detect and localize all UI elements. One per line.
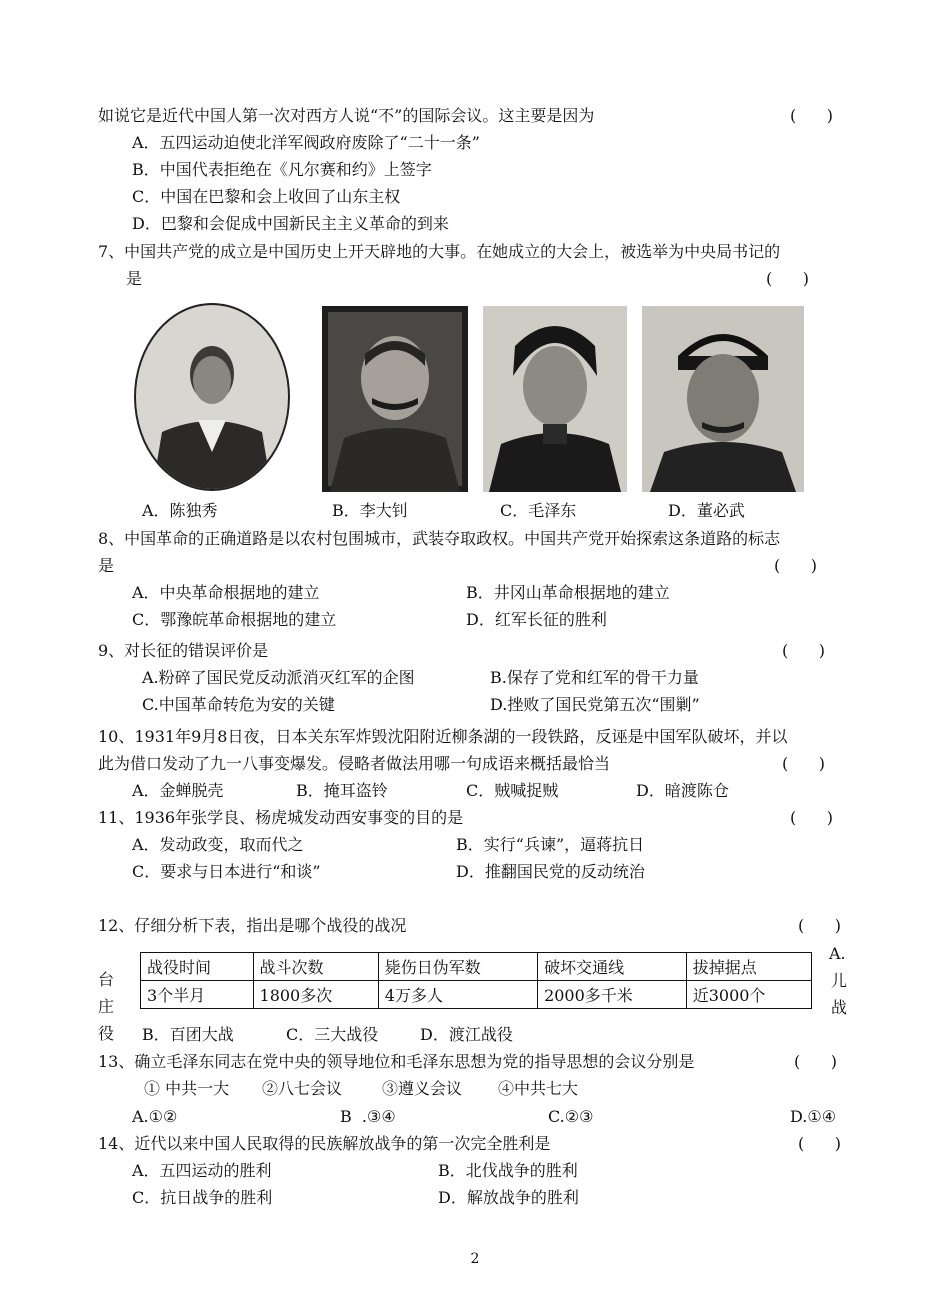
- q11-option-a: A．发动政变，取而代之: [132, 835, 304, 854]
- table-cell: 3个半月: [141, 981, 254, 1009]
- table-cell: 近3000个: [686, 981, 811, 1009]
- table-header-cell: 毙伤日伪军数: [378, 953, 537, 981]
- q12-option-d: D．渡江战役: [420, 1025, 513, 1044]
- q13-item-2: ②八七会议: [262, 1079, 343, 1098]
- q10-answer-paren: ( ): [782, 754, 825, 773]
- q9-answer-paren: ( ): [782, 641, 825, 660]
- q10-option-d: D．暗渡陈仓: [636, 781, 729, 800]
- q7-option-a: A．陈独秀: [142, 501, 218, 520]
- q9-stem: 9、对长征的错误评价是: [98, 641, 269, 660]
- q14-option-d: D．解放战争的胜利: [438, 1188, 579, 1207]
- q13-item-3: ③遵义会议: [382, 1079, 463, 1098]
- q12-side-text-2: 庄: [98, 997, 115, 1016]
- q11-option-d: D．推翻国民党的反动统治: [456, 862, 645, 881]
- q8-option-a: A．中央革命根据地的建立: [132, 583, 320, 602]
- table-header-cell: 破坏交通线: [538, 953, 687, 981]
- q12-option-a-part2: 儿: [831, 971, 848, 990]
- q7-option-d: D．董必武: [668, 501, 745, 520]
- q12-option-a-part3: 战: [831, 998, 848, 1017]
- q10-stem-line1: 10、1931年9月8日夜，日本关东军炸毁沈阳附近柳条湖的一段铁路，反诬是中国军队破坏，并以: [98, 727, 788, 746]
- q7-option-c: C．毛泽东: [500, 501, 577, 520]
- q14-stem: 14、近代以来中国人民取得的民族解放战争的第一次完全胜利是: [98, 1134, 551, 1153]
- q7-option-b: B．李大钊: [332, 501, 408, 520]
- q12-side-text-3: 役: [98, 1024, 115, 1043]
- q9-option-a: A.粉碎了国民党反动派消灭红军的企图: [142, 668, 415, 687]
- portrait-chen-duxiu: [132, 302, 292, 492]
- q13-item-1: ① 中共一大: [144, 1079, 230, 1098]
- q6-option-d: D．巴黎和会促成中国新民主主义革命的到来: [132, 214, 449, 233]
- battle-stats-table: [140, 952, 812, 1009]
- q6-option-a: A．五四运动迫使北洋军阀政府废除了“二十一条”: [132, 133, 480, 152]
- q7-stem-line1: 7、中国共产党的成立是中国历史上开天辟地的大事。在她成立的大会上，被选举为中央局书记的: [98, 242, 781, 261]
- table-header-cell: 战斗次数: [253, 953, 378, 981]
- q13-option-d: D.①④: [790, 1107, 837, 1126]
- q14-answer-paren: ( ): [798, 1134, 841, 1153]
- q13-option-b: B .③④: [340, 1107, 396, 1126]
- table-header-cell: 拔掉据点: [686, 953, 811, 981]
- q6-option-c: C．中国在巴黎和会上收回了山东主权: [132, 187, 401, 206]
- q8-option-c: C．鄂豫皖革命根据地的建立: [132, 610, 337, 629]
- table-cell: 1800多次: [253, 981, 378, 1009]
- q8-option-b: B．井冈山革命根据地的建立: [466, 583, 670, 602]
- q11-stem: 11、1936年张学良、杨虎城发动西安事变的目的是: [98, 808, 464, 827]
- table-cell: 2000多千米: [538, 981, 687, 1009]
- q13-option-a: A.①②: [132, 1107, 178, 1126]
- q6-answer-paren: ( ): [790, 106, 833, 125]
- q12-side-text-1: 台: [98, 970, 115, 989]
- q6-option-b: B．中国代表拒绝在《凡尔赛和约》上签字: [132, 160, 432, 179]
- portrait-dong-biwu: [642, 306, 804, 492]
- portrait-li-dazhao: [322, 306, 468, 492]
- q7-stem-line2: 是: [126, 269, 143, 288]
- q10-option-c: C．贼喊捉贼: [466, 781, 559, 800]
- q11-option-b: B．实行“兵谏”，逼蒋抗日: [456, 835, 645, 854]
- q13-item-4: ④中共七大: [498, 1079, 579, 1098]
- q14-option-b: B．北伐战争的胜利: [438, 1161, 578, 1180]
- q12-option-a-part1: A.: [829, 944, 846, 963]
- q6-stem: 如说它是近代中国人第一次对西方人说“不”的国际会议。这主要是因为: [98, 106, 595, 125]
- q9-option-c: C.中国革命转危为安的关键: [142, 695, 335, 714]
- table-row: [141, 981, 812, 1009]
- q10-stem-line2: 此为借口发动了九一八事变爆发。侵略者做法用哪一句成语来概括最恰当: [98, 754, 611, 773]
- q11-option-c: C．要求与日本进行“和谈”: [132, 862, 321, 881]
- table-header-cell: 战役时间: [141, 953, 254, 981]
- q14-option-a: A．五四运动的胜利: [132, 1161, 272, 1180]
- page-number: 2: [470, 1251, 480, 1267]
- table-header-row: [141, 953, 812, 981]
- q12-option-c: C．三大战役: [286, 1025, 379, 1044]
- table-cell: 4万多人: [378, 981, 537, 1009]
- portrait-mao-zedong: [483, 306, 627, 492]
- q13-answer-paren: ( ): [794, 1052, 837, 1071]
- q11-answer-paren: ( ): [790, 808, 833, 827]
- q8-stem-line2: 是: [98, 556, 115, 575]
- q12-stem: 12、仔细分析下表，指出是哪个战役的战况: [98, 916, 407, 935]
- q10-option-a: A．金蝉脱壳: [132, 781, 224, 800]
- q13-stem: 13、确立毛泽东同志在党中央的领导地位和毛泽东思想为党的指导思想的会议分别是: [98, 1052, 695, 1071]
- q9-option-d: D.挫败了国民党第五次“围剿”: [490, 695, 700, 714]
- q14-option-c: C．抗日战争的胜利: [132, 1188, 273, 1207]
- q13-option-c: C.②③: [548, 1107, 594, 1126]
- q9-option-b: B.保存了党和红军的骨干力量: [490, 668, 699, 687]
- q8-answer-paren: ( ): [774, 556, 817, 575]
- q8-option-d: D．红军长征的胜利: [466, 610, 607, 629]
- q8-stem-line1: 8、中国革命的正确道路是以农村包围城市，武装夺取政权。中国共产党开始探索这条道路的标志: [98, 529, 781, 548]
- q7-answer-paren: ( ): [766, 269, 809, 288]
- q12-answer-paren: ( ): [798, 916, 841, 935]
- q12-option-b: B．百团大战: [142, 1025, 234, 1044]
- q10-option-b: B．掩耳盗铃: [296, 781, 388, 800]
